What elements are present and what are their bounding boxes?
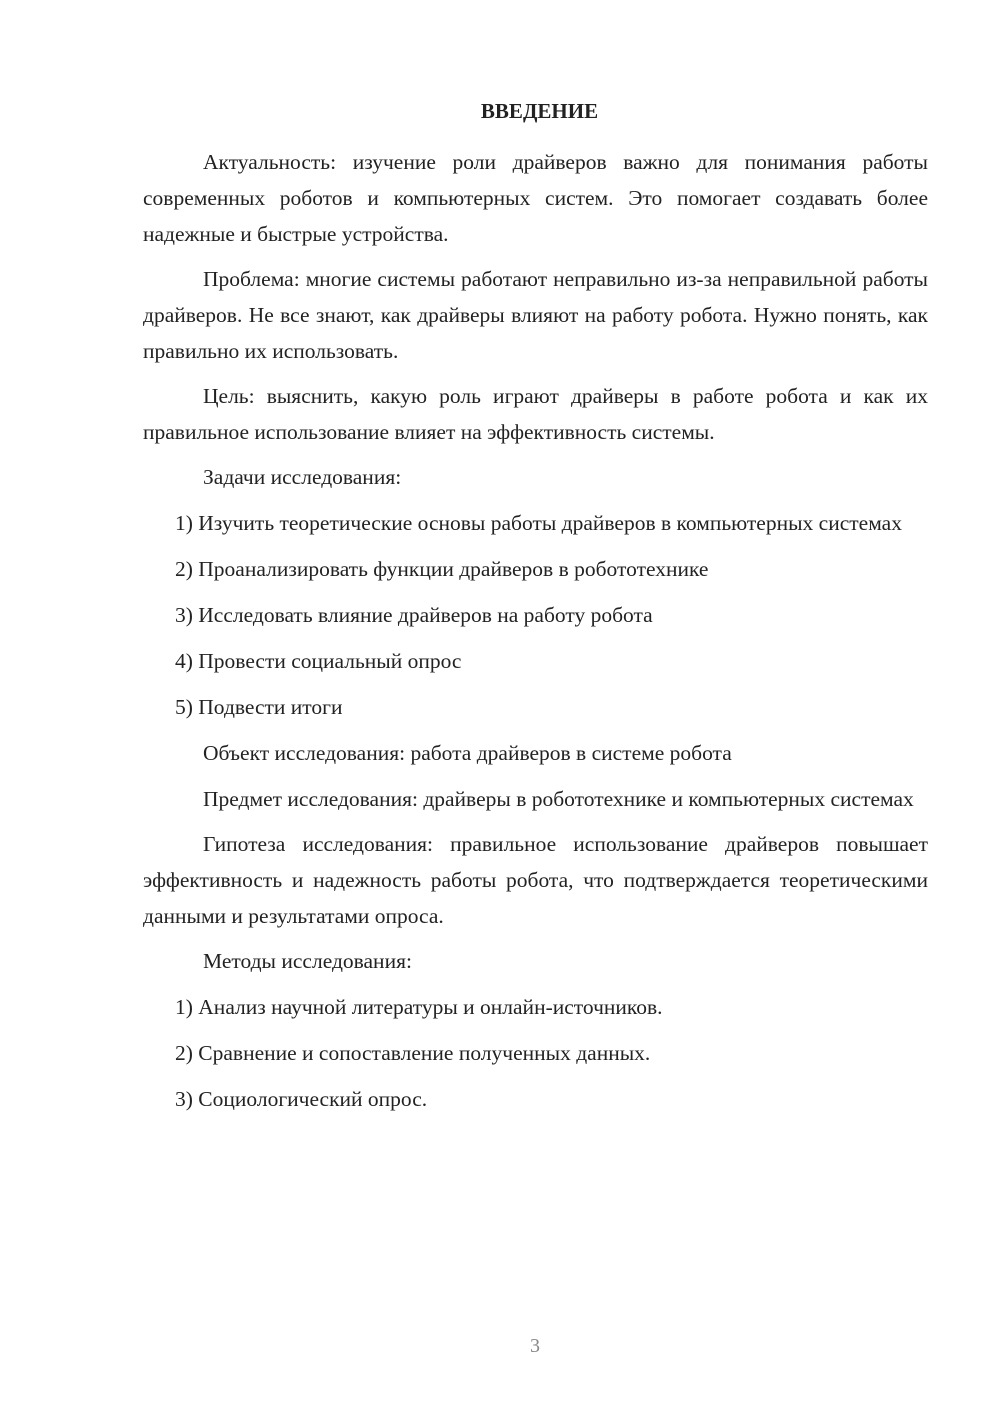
list-item-task-2: 2) Проанализировать функции драйверов в робототехнике	[175, 557, 709, 581]
paragraph-problem: Проблема: многие системы работают неправильно из-за неправильной работы драйверов. Не все знают, как драйверы влияют на работу робота. Нужно понять, как правильно их использовать.	[143, 267, 928, 363]
list-item-task-4: 4) Провести социальный опрос	[175, 649, 462, 673]
paragraph-hypothesis: Гипотеза исследования: правильное использование драйверов повышает эффективность и надежность работы робота, что подтверждается теоретическими данными и результатами опроса.	[143, 832, 928, 928]
paragraph-subject: Предмет исследования: драйверы в робототехнике и компьютерных системах	[203, 787, 914, 811]
list-item-task-5: 5) Подвести итоги	[175, 695, 343, 719]
list-item-task-3: 3) Исследовать влияние драйверов на работу робота	[175, 603, 653, 627]
paragraph-goal: Цель: выяснить, какую роль играют драйверы в работе робота и как их правильное использование влияет на эффективность системы.	[143, 384, 928, 444]
page-content	[143, 96, 928, 1127]
section-title: ВВЕДЕНИЕ	[480, 99, 599, 123]
list-item-method-1: 1) Анализ научной литературы и онлайн-источников.	[175, 995, 663, 1019]
paragraph-object: Объект исследования: работа драйверов в системе робота	[203, 741, 732, 765]
page-number: 3	[530, 1335, 540, 1357]
tasks-heading: Задачи исследования:	[203, 465, 402, 489]
list-item-method-3: 3) Социологический опрос.	[175, 1087, 428, 1111]
list-item-method-2: 2) Сравнение и сопоставление полученных данных.	[175, 1041, 651, 1065]
methods-heading: Методы исследования:	[203, 949, 412, 973]
paragraph-relevance: Актуальность: изучение роли драйверов важно для понимания работы современных роботов и компьютерных систем. Это помогает создавать более надежные и быстрые устройства.	[143, 150, 928, 246]
list-item-task-1: 1) Изучить теоретические основы работы драйверов в компьютерных системах	[175, 511, 902, 535]
page-number-footer	[0, 1334, 1000, 1358]
